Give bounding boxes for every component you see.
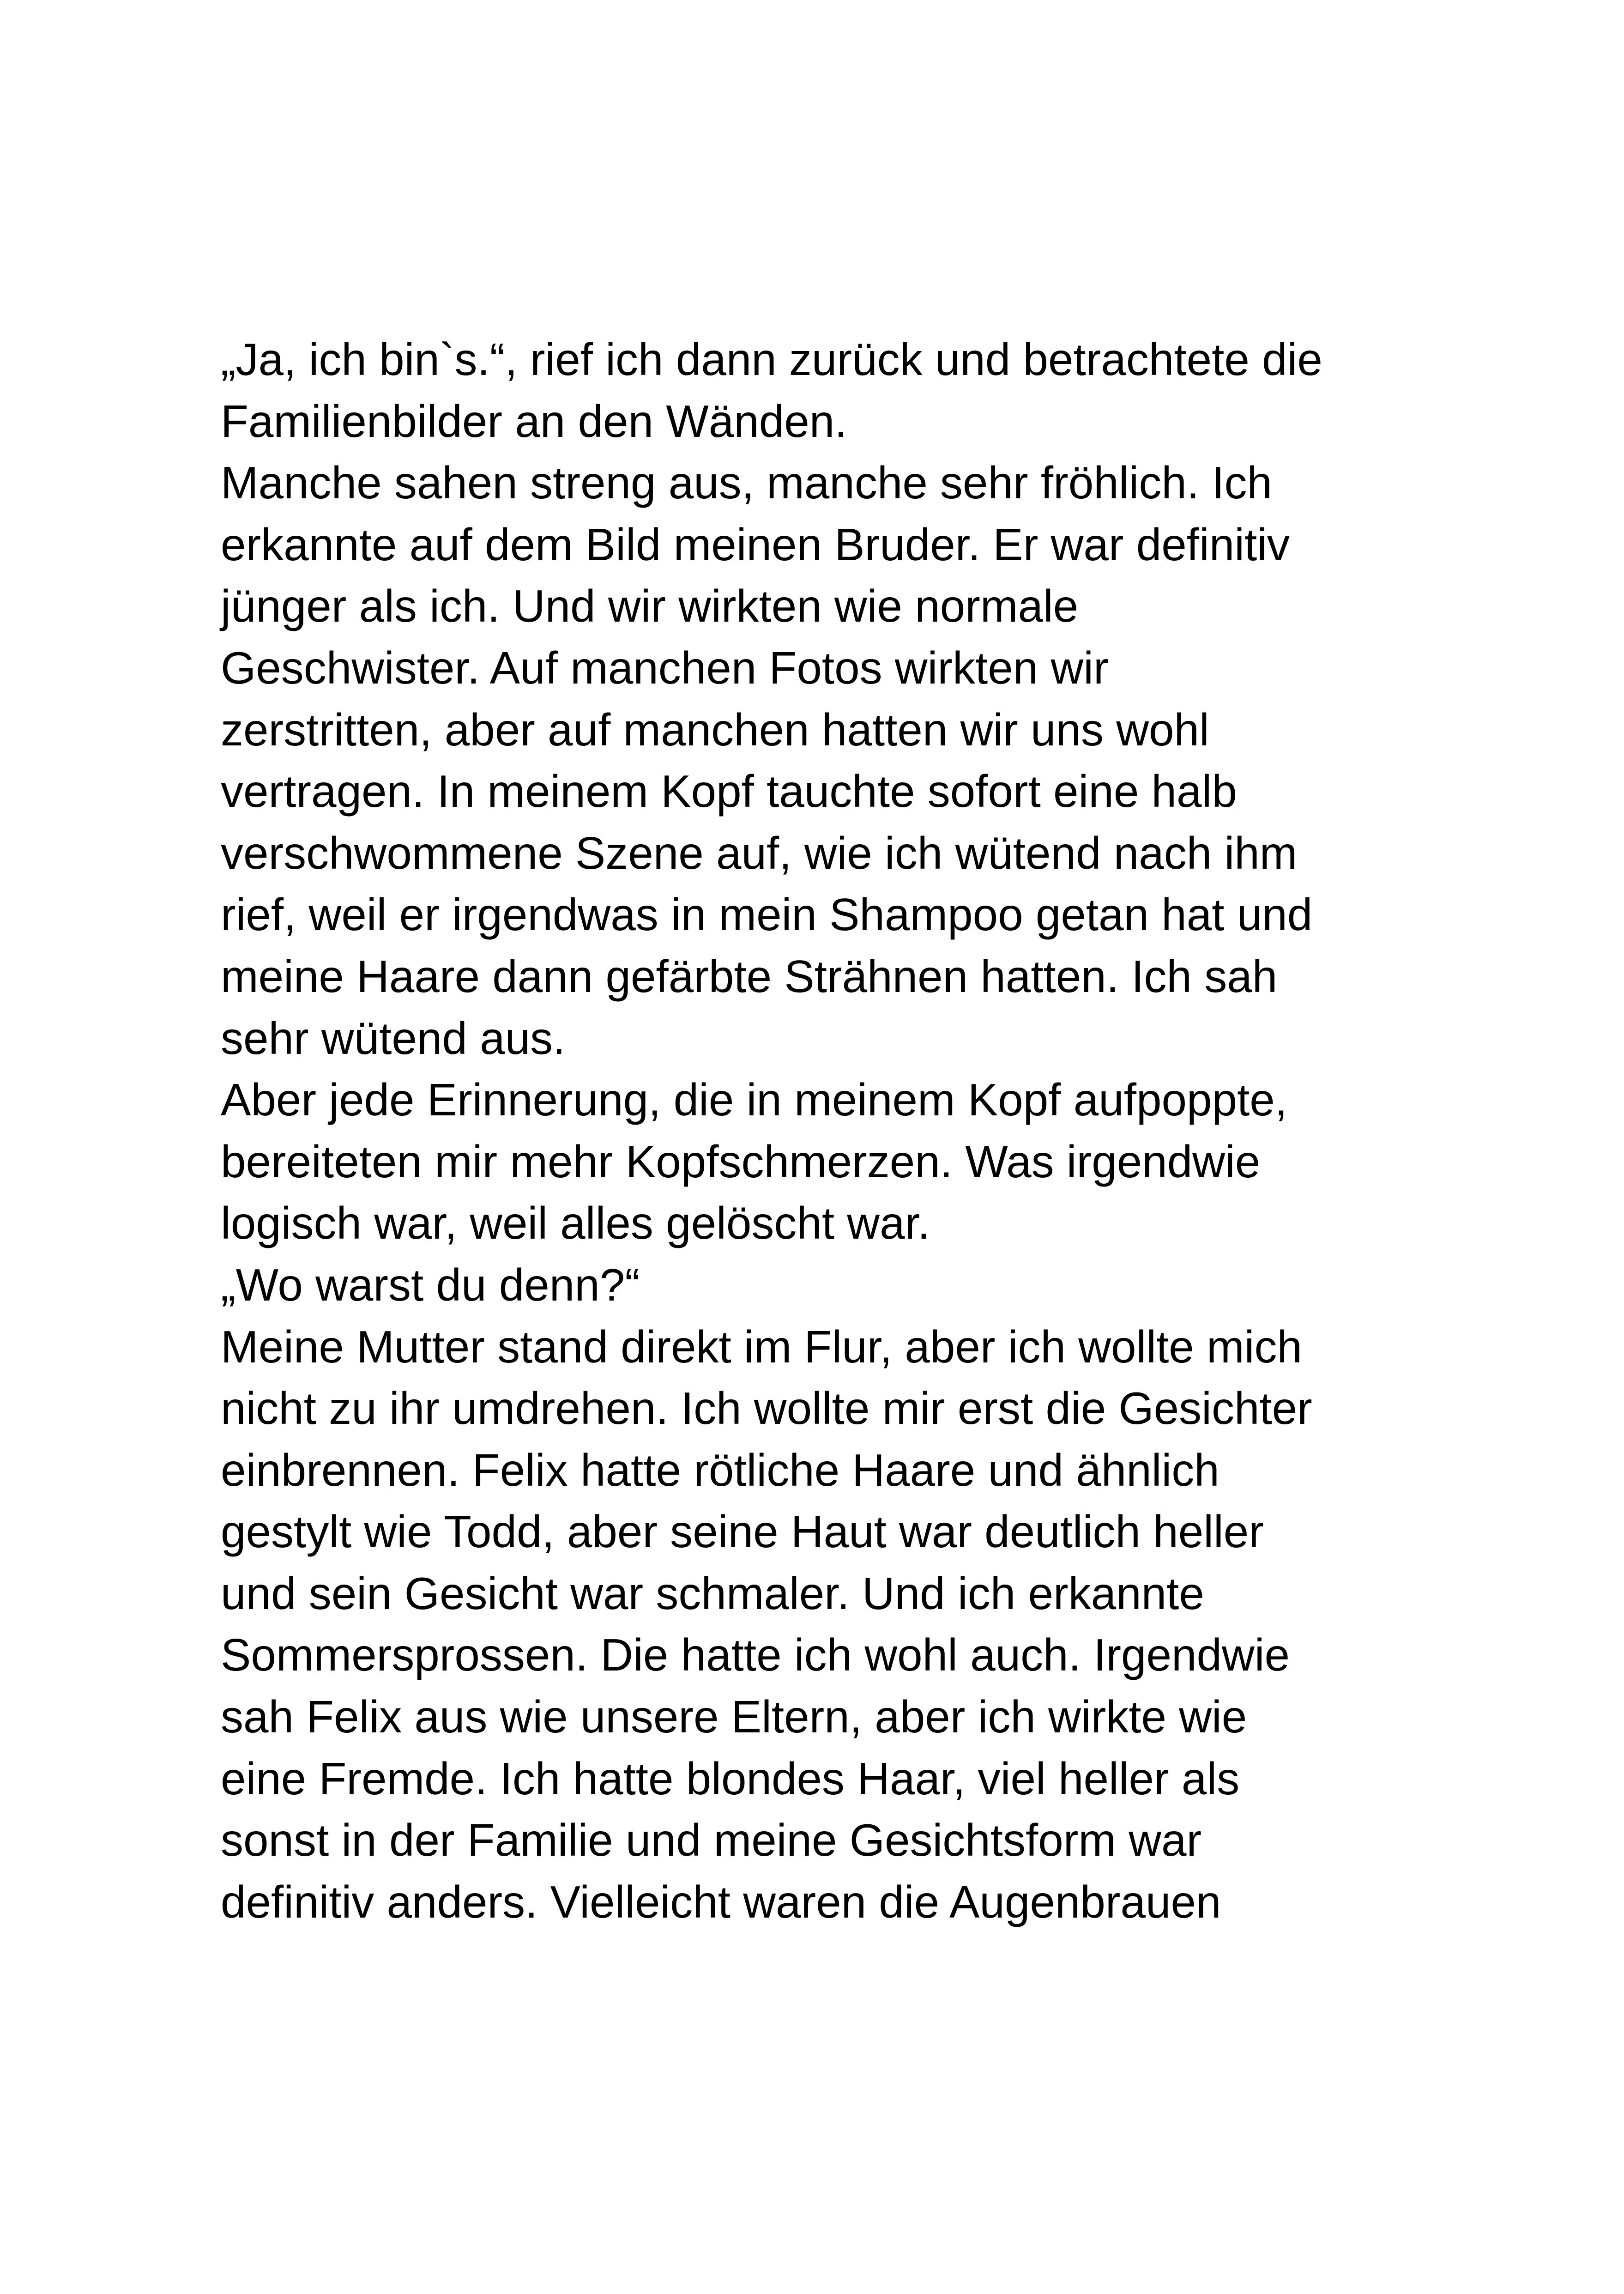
- text-line: jünger als ich. Und wir wirkten wie normale: [221, 581, 1079, 632]
- text-line: Manche sahen streng aus, manche sehr fröhlich. Ich: [221, 457, 1273, 508]
- text-line: sonst in der Familie und meine Gesichtsform war: [221, 1815, 1202, 1866]
- text-line: Geschwister. Auf manchen Fotos wirkten wir: [221, 642, 1109, 693]
- text-line: sehr wütend aus.: [221, 1012, 566, 1064]
- text-line: „Wo warst du denn?“: [221, 1259, 640, 1310]
- text-line: eine Fremde. Ich hatte blondes Haar, viel heller als: [221, 1753, 1240, 1804]
- text-line: bereiteten mir mehr Kopfschmerzen. Was irgendwie: [221, 1136, 1261, 1187]
- text-line: Aber jede Erinnerung, die in meinem Kopf aufpoppte,: [221, 1074, 1287, 1126]
- text-line: „Ja, ich bin`s.“, rief ich dann zurück und betrachtete die: [221, 334, 1322, 385]
- text-line: und sein Gesicht war schmaler. Und ich erkannte: [221, 1568, 1204, 1619]
- text-line: einbrennen. Felix hatte rötliche Haare und ähnlich: [221, 1444, 1220, 1495]
- body-text: [221, 329, 1467, 1933]
- text-line: vertragen. In meinem Kopf tauchte sofort eine halb: [221, 766, 1237, 817]
- text-line: erkannte auf dem Bild meinen Bruder. Er war definitiv: [221, 519, 1290, 570]
- text-line: verschwommene Szene auf, wie ich wütend nach ihm: [221, 827, 1298, 878]
- text-line: nicht zu ihr umdrehen. Ich wollte mir erst die Gesichter: [221, 1383, 1312, 1434]
- text-line: logisch war, weil alles gelöscht war.: [221, 1198, 930, 1249]
- text-line: Familienbilder an den Wänden.: [221, 395, 847, 447]
- text-line: Meine Mutter stand direkt im Flur, aber ich wollte mich: [221, 1321, 1302, 1372]
- text-line: rief, weil er irgendwas in mein Shampoo getan hat und: [221, 889, 1313, 940]
- text-line: sah Felix aus wie unsere Eltern, aber ich wirkte wie: [221, 1691, 1247, 1743]
- text-line: zerstritten, aber auf manchen hatten wir uns wohl: [221, 704, 1209, 755]
- text-line: Sommersprossen. Die hatte ich wohl auch. Irgendwie: [221, 1629, 1290, 1681]
- text-line: definitiv anders. Vielleicht waren die Augenbrauen: [221, 1876, 1221, 1927]
- text-line: gestylt wie Todd, aber seine Haut war deutlich heller: [221, 1506, 1264, 1557]
- text-line: meine Haare dann gefärbte Strähnen hatten. Ich sah: [221, 950, 1278, 1002]
